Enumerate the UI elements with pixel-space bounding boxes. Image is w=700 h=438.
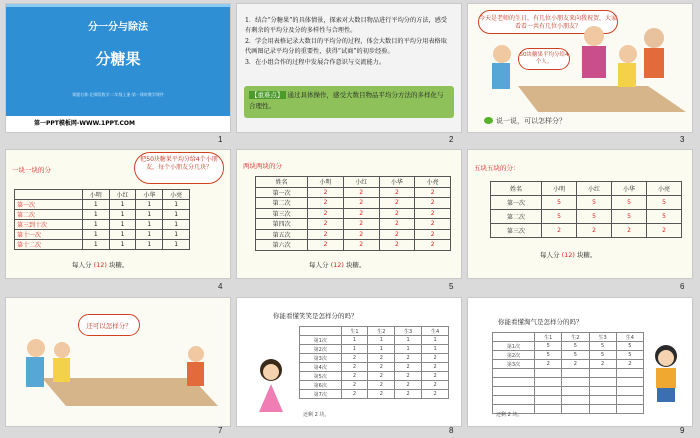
objective-item: 3．在小组合作的过程中发展合作意识与交流能力。: [245, 59, 386, 66]
row-label: 第3次: [493, 360, 535, 369]
header-cell: 生1: [341, 327, 368, 336]
row-label: 第2次: [300, 345, 342, 354]
table-cell: 2: [308, 229, 344, 240]
table-cell: [535, 405, 562, 414]
result-sentence: [72, 260, 129, 269]
header-cell: 姓名: [491, 182, 542, 196]
objective-item: 1．结合“分糖果”的具体情景，探索对大数目物品进行平均分的方法，感受有剩余的平均分及分的多样性与合理性。: [245, 17, 448, 34]
table-header-row: [256, 177, 451, 188]
row-label: [493, 378, 535, 387]
header-cell: 小华: [612, 182, 647, 196]
table-cell: 5: [542, 196, 577, 210]
table-cell: 2: [379, 187, 415, 198]
table-cell: 2: [368, 372, 395, 381]
table-header-row: [493, 333, 644, 342]
table-row: [256, 198, 451, 209]
table-cell: 2: [368, 354, 395, 363]
method-title: 两块两块的分: [243, 162, 282, 170]
child-head: [644, 28, 664, 48]
row-label: 第6次: [300, 381, 342, 390]
objective-list: [245, 16, 453, 69]
table-cell: 2: [368, 363, 395, 372]
slide-number: 6: [680, 282, 685, 291]
question-bubble: 还可以怎样分？: [78, 314, 140, 336]
slide-2-objectives[interactable]: [237, 4, 461, 132]
table-row: [15, 240, 190, 250]
slide-number: 3: [680, 135, 685, 144]
table-cell: 2: [422, 372, 449, 381]
result-prefix: 每人分: [309, 261, 329, 269]
table-cell: 1: [395, 336, 422, 345]
table-cell: 2: [647, 224, 682, 238]
table-cell: 1: [82, 200, 109, 210]
face-shape: [658, 350, 674, 366]
row-label: 第二次: [491, 210, 542, 224]
slide-9-taoqi-method[interactable]: [468, 298, 692, 426]
table-cell: 2: [415, 229, 451, 240]
table-cell: 2: [343, 229, 379, 240]
result-suffix: 块糖。: [346, 261, 366, 269]
table-cell: 2: [415, 240, 451, 251]
header-cell: 生4: [616, 333, 643, 342]
table-row: [491, 196, 682, 210]
slide-number: 8: [449, 426, 454, 435]
table-row: [256, 219, 451, 230]
table-cell: 2: [379, 229, 415, 240]
row-label: 第十一次: [15, 230, 83, 240]
table-cell: 2: [422, 354, 449, 363]
table-cell: [589, 387, 616, 396]
table-cell: 2: [341, 381, 368, 390]
child-head: [188, 346, 204, 362]
question-bubble: 把50块糖果平均分给4个小朋友，每个小朋友分几块？: [134, 152, 224, 184]
table-cell: 2: [395, 363, 422, 372]
table-cell: 2: [616, 360, 643, 369]
table-cell: 2: [343, 240, 379, 251]
table-cell: 2: [341, 363, 368, 372]
table-row: [491, 210, 682, 224]
table-cell: 1: [82, 220, 109, 230]
header-cell: 小亮: [415, 177, 451, 188]
row-label: [493, 369, 535, 378]
slide-4-one-by-one[interactable]: [6, 150, 230, 278]
table-cell: 2: [395, 372, 422, 381]
header-cell: [15, 190, 83, 200]
table-row: [15, 230, 190, 240]
table-cell: [535, 396, 562, 405]
header-cell: 小亮: [647, 182, 682, 196]
table-cell: 2: [415, 187, 451, 198]
slide-number: 5: [449, 282, 454, 291]
shirt-shape: [656, 368, 676, 388]
cover-top-stripe: [6, 4, 230, 7]
table-cell: 1: [109, 220, 136, 230]
table-cell: 2: [341, 354, 368, 363]
table-cell: 2: [562, 360, 589, 369]
table-cell: [562, 378, 589, 387]
row-label: 第1次: [493, 342, 535, 351]
row-label: 第四次: [256, 219, 308, 230]
slide-number: 2: [449, 135, 454, 144]
table-cell: [562, 396, 589, 405]
question-text: 你能看懂淘气是怎样分的吗？: [498, 318, 583, 326]
face-shape: [263, 364, 279, 380]
table-row: [15, 210, 190, 220]
result-prefix: 每人分: [540, 251, 560, 259]
table-cell: 2: [308, 198, 344, 209]
child-body: [492, 63, 510, 89]
table-cell: 5: [612, 196, 647, 210]
distribution-table: [490, 181, 682, 238]
result-value: (12): [93, 261, 107, 269]
table-row: [15, 200, 190, 210]
header-cell: 生4: [422, 327, 449, 336]
table-cell: 1: [163, 200, 190, 210]
row-label: 第三次: [491, 224, 542, 238]
table-cell: 2: [415, 208, 451, 219]
table-header-row: [15, 190, 190, 200]
header-cell: 小华: [136, 190, 163, 200]
row-label: 第十二次: [15, 240, 83, 250]
key-points-box: [244, 86, 454, 118]
table-cell: 2: [422, 363, 449, 372]
result-suffix: 块糖。: [109, 261, 129, 269]
table-cell: 2: [368, 381, 395, 390]
row-label: 第一次: [15, 200, 83, 210]
slide-5-two-by-two[interactable]: [237, 150, 461, 278]
table-header-row: [300, 327, 449, 336]
remainder-note: 还剩 2 块。: [303, 412, 330, 418]
table-cell: 2: [422, 390, 449, 399]
table-cell: [589, 378, 616, 387]
table-cell: 1: [109, 240, 136, 250]
row-label: 第六次: [256, 240, 308, 251]
key-points-text: 通过具体操作，感受大数目物品平均分方法的多样化与合理性。: [249, 91, 444, 110]
table-cell: 5: [647, 210, 682, 224]
header-cell: 小红: [343, 177, 379, 188]
cover-title: 分糖果: [95, 50, 141, 68]
table-cell: 5: [535, 351, 562, 360]
pants-shape: [657, 388, 675, 402]
table-row: [491, 224, 682, 238]
table-cell: 5: [612, 210, 647, 224]
table-cell: 2: [535, 360, 562, 369]
row-label: 第一次: [491, 196, 542, 210]
table-row: [300, 336, 449, 345]
result-sentence: [540, 250, 597, 259]
header-cell: 小红: [109, 190, 136, 200]
distribution-table: [255, 176, 451, 251]
child-body: [53, 358, 70, 382]
table-cell: 5: [542, 210, 577, 224]
table-row: [300, 372, 449, 381]
distribution-table: [299, 326, 449, 399]
row-label: 第1次: [300, 336, 342, 345]
table-cell: [589, 405, 616, 414]
cover-footer: [6, 116, 230, 132]
row-label: 第二次: [15, 210, 83, 220]
row-label: 第5次: [300, 372, 342, 381]
teacher-head: [584, 26, 604, 46]
table-cell: 1: [82, 230, 109, 240]
table-row: [493, 360, 644, 369]
key-points-label: 【重难点】: [251, 91, 284, 99]
table-row: [493, 396, 644, 405]
table-cell: 2: [343, 219, 379, 230]
table-cell: 2: [395, 390, 422, 399]
table-cell: 1: [136, 240, 163, 250]
table-cell: 2: [589, 360, 616, 369]
distribution-table: [492, 332, 644, 414]
table-cell: 1: [163, 230, 190, 240]
scene-caption: 说一说，可以怎样分？: [496, 117, 566, 125]
table-cell: 5: [535, 342, 562, 351]
table-cell: 2: [341, 372, 368, 381]
table-cell: 1: [82, 210, 109, 220]
table-cell: 2: [308, 240, 344, 251]
row-label: 第三次: [256, 208, 308, 219]
table-cell: [562, 387, 589, 396]
table-cell: 2: [612, 224, 647, 238]
boy-illustration: [646, 342, 686, 404]
table-cell: 2: [343, 208, 379, 219]
table-row: [256, 187, 451, 198]
table-cell: 1: [136, 200, 163, 210]
table-cell: 5: [647, 196, 682, 210]
table-row: [493, 369, 644, 378]
table-cell: 1: [136, 220, 163, 230]
result-suffix: 块糖。: [577, 251, 597, 259]
table-cell: 5: [562, 342, 589, 351]
table-cell: 2: [343, 187, 379, 198]
header-cell: 姓名: [256, 177, 308, 188]
girl-illustration: [251, 356, 291, 416]
row-label: [493, 396, 535, 405]
table-row: [300, 354, 449, 363]
table-cell: 5: [616, 351, 643, 360]
header-cell: [300, 327, 342, 336]
table-row: [15, 220, 190, 230]
table-row: [256, 240, 451, 251]
distribution-table: [14, 189, 190, 250]
child-head: [619, 45, 637, 63]
slide-3-scene[interactable]: [468, 4, 692, 132]
table-cell: 2: [308, 219, 344, 230]
row-label: 第二次: [256, 198, 308, 209]
slide-number: 1: [218, 135, 223, 144]
table-row: [300, 390, 449, 399]
row-label: 第五次: [256, 229, 308, 240]
table-cell: [616, 405, 643, 414]
header-cell: 小明: [308, 177, 344, 188]
table-cell: [616, 396, 643, 405]
child-body: [187, 362, 204, 386]
objective-item: 2．学会用表格记录大数目的平均分的过程，体会大数目的平均分用表格取代画图记录平均分的重要性，获得“试商”的初步经验。: [245, 38, 447, 55]
result-value: (12): [330, 261, 344, 269]
table-cell: 5: [589, 342, 616, 351]
table-row: [300, 363, 449, 372]
table-cell: [589, 369, 616, 378]
result-sentence: [309, 260, 366, 269]
header-cell: 小红: [577, 182, 612, 196]
cover-kicker: 分一分与除法: [88, 22, 148, 33]
table-cell: 2: [415, 219, 451, 230]
cover-footer-text: 第一PPT模板网-WWW.1PPT.COM: [34, 120, 135, 127]
row-label: [493, 387, 535, 396]
header-cell: 生2: [562, 333, 589, 342]
table-shape: [518, 86, 686, 112]
table-cell: 2: [415, 198, 451, 209]
table-cell: 2: [341, 390, 368, 399]
table-cell: 2: [395, 354, 422, 363]
slide-number: 4: [218, 282, 223, 291]
table-cell: 1: [109, 200, 136, 210]
slide-number: 7: [218, 426, 223, 435]
candy-speech-bubble: 50块糖果平均分给4个人。: [518, 48, 570, 70]
table-cell: [562, 369, 589, 378]
method-title: 一块一块的分: [12, 166, 51, 174]
teacher-speech-bubble: 今天是老师的生日，有几位小朋友来向我祝贺，大家看看一共有几位小朋友？: [478, 10, 618, 34]
table-cell: 1: [163, 220, 190, 230]
table-row: [493, 342, 644, 351]
slide-8-xiaoxiao-method[interactable]: [237, 298, 461, 426]
question-text: 你能看懂笑笑是怎样分的吗？: [273, 312, 358, 320]
table-cell: 2: [308, 208, 344, 219]
child-body: [618, 63, 636, 87]
table-cell: 1: [368, 336, 395, 345]
result-value: (12): [561, 251, 575, 259]
header-cell: [493, 333, 535, 342]
table-row: [300, 345, 449, 354]
table-header-row: [491, 182, 682, 196]
party-illustration: [468, 4, 692, 132]
table-row: [493, 378, 644, 387]
table-cell: 2: [308, 187, 344, 198]
row-label: 第3次: [300, 354, 342, 363]
table-cell: 2: [379, 208, 415, 219]
table-cell: [562, 405, 589, 414]
table-cell: 1: [341, 336, 368, 345]
table-cell: [535, 369, 562, 378]
table-cell: 1: [136, 210, 163, 220]
header-cell: 小明: [542, 182, 577, 196]
header-cell: 小明: [82, 190, 109, 200]
header-cell: 生2: [368, 327, 395, 336]
child-head: [493, 45, 511, 63]
table-cell: 2: [395, 381, 422, 390]
table-cell: 2: [379, 219, 415, 230]
slide-number: 9: [680, 426, 685, 435]
table-cell: 2: [422, 381, 449, 390]
slide-1-cover[interactable]: [6, 4, 230, 132]
table-row: [493, 387, 644, 396]
header-cell: 小亮: [163, 190, 190, 200]
table-row: [256, 208, 451, 219]
table-cell: 1: [341, 345, 368, 354]
method-title: 五块五块的分：: [474, 164, 520, 172]
speech-icon: [484, 117, 493, 124]
table-cell: 1: [163, 240, 190, 250]
table-cell: 5: [577, 210, 612, 224]
teacher-body: [582, 46, 606, 78]
table-cell: 1: [82, 240, 109, 250]
table-cell: [616, 378, 643, 387]
child-body: [26, 357, 44, 387]
table-cell: [535, 387, 562, 396]
row-label: 第三到十次: [15, 220, 83, 230]
table-cell: 1: [422, 345, 449, 354]
child-body: [644, 48, 664, 78]
child-head: [54, 342, 70, 358]
row-label: 第7次: [300, 390, 342, 399]
header-cell: 生3: [589, 333, 616, 342]
slide-6-five-by-five[interactable]: [468, 150, 692, 278]
dress-shape: [259, 384, 283, 412]
table-cell: 2: [343, 198, 379, 209]
table-cell: 1: [395, 345, 422, 354]
result-prefix: 每人分: [72, 261, 92, 269]
table-cell: 2: [379, 198, 415, 209]
table-cell: 2: [542, 224, 577, 238]
table-row: [256, 229, 451, 240]
table-cell: 5: [562, 351, 589, 360]
table-cell: [535, 378, 562, 387]
header-cell: 生3: [395, 327, 422, 336]
row-label: 第4次: [300, 363, 342, 372]
table-cell: [589, 396, 616, 405]
table-cell: 1: [163, 210, 190, 220]
table-cell: 1: [368, 345, 395, 354]
table-cell: 2: [368, 390, 395, 399]
slide-7-scene[interactable]: [6, 298, 230, 426]
cover-meta: 课题名称·北师版数学·二年级上册·第一课时教学课件: [72, 92, 164, 97]
table-cell: 5: [577, 196, 612, 210]
table-cell: 5: [589, 351, 616, 360]
table-row: [300, 381, 449, 390]
table-cell: 1: [109, 210, 136, 220]
table-cell: 2: [379, 240, 415, 251]
table-cell: [616, 387, 643, 396]
child-head: [27, 339, 45, 357]
remainder-note: 还剩 2 块。: [496, 412, 523, 418]
header-cell: 生1: [535, 333, 562, 342]
row-label: 第2次: [493, 351, 535, 360]
row-label: 第一次: [256, 187, 308, 198]
table-cell: 1: [422, 336, 449, 345]
table-cell: 1: [136, 230, 163, 240]
table-cell: 2: [577, 224, 612, 238]
header-cell: 小华: [379, 177, 415, 188]
table-row: [493, 351, 644, 360]
table-cell: 1: [109, 230, 136, 240]
table-cell: [616, 369, 643, 378]
table-cell: 5: [616, 342, 643, 351]
